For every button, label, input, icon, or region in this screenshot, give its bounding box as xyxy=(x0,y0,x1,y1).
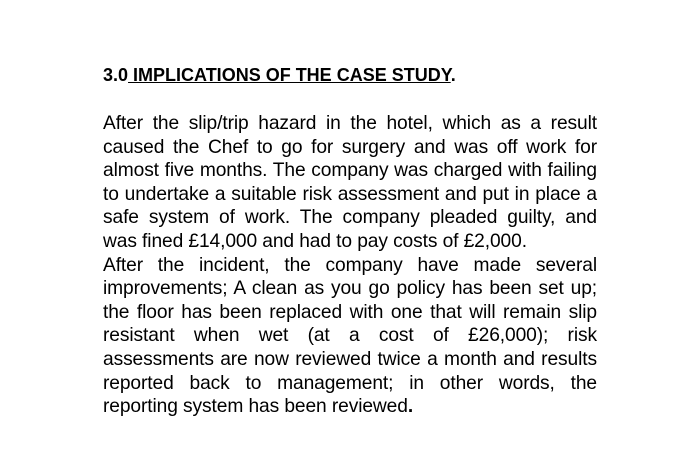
section-heading-period: . xyxy=(450,65,456,85)
paragraph-case-summary: After the slip/trip hazard in the hotel, which as a result caused the Chef to go for surgery and was off work for almost five months. The company was charged with failing to undertake a suitable risk assessment and put in place a safe system of work. The company pleaded guilty, and was fined £14,000 and had to pay costs of £2,000. xyxy=(103,113,597,252)
section-number: 3.0 xyxy=(103,65,129,85)
section-heading xyxy=(103,64,597,86)
paragraph-improvements-text: After the incident, the company have made several improvements; A clean as you go policy has been set up; the floor has been replaced with one that will remain slip resistant when wet (at a cost of £26,000); risk assessments are now reviewed twice a month and results reported back to management; in other words, the reporting system has been reviewed xyxy=(103,254,597,418)
paragraph-improvements-period: . xyxy=(407,396,414,418)
document-page xyxy=(103,64,597,419)
paragraph-improvements xyxy=(103,254,597,419)
section-title: IMPLICATIONS OF THE CASE STUDY xyxy=(128,65,451,85)
